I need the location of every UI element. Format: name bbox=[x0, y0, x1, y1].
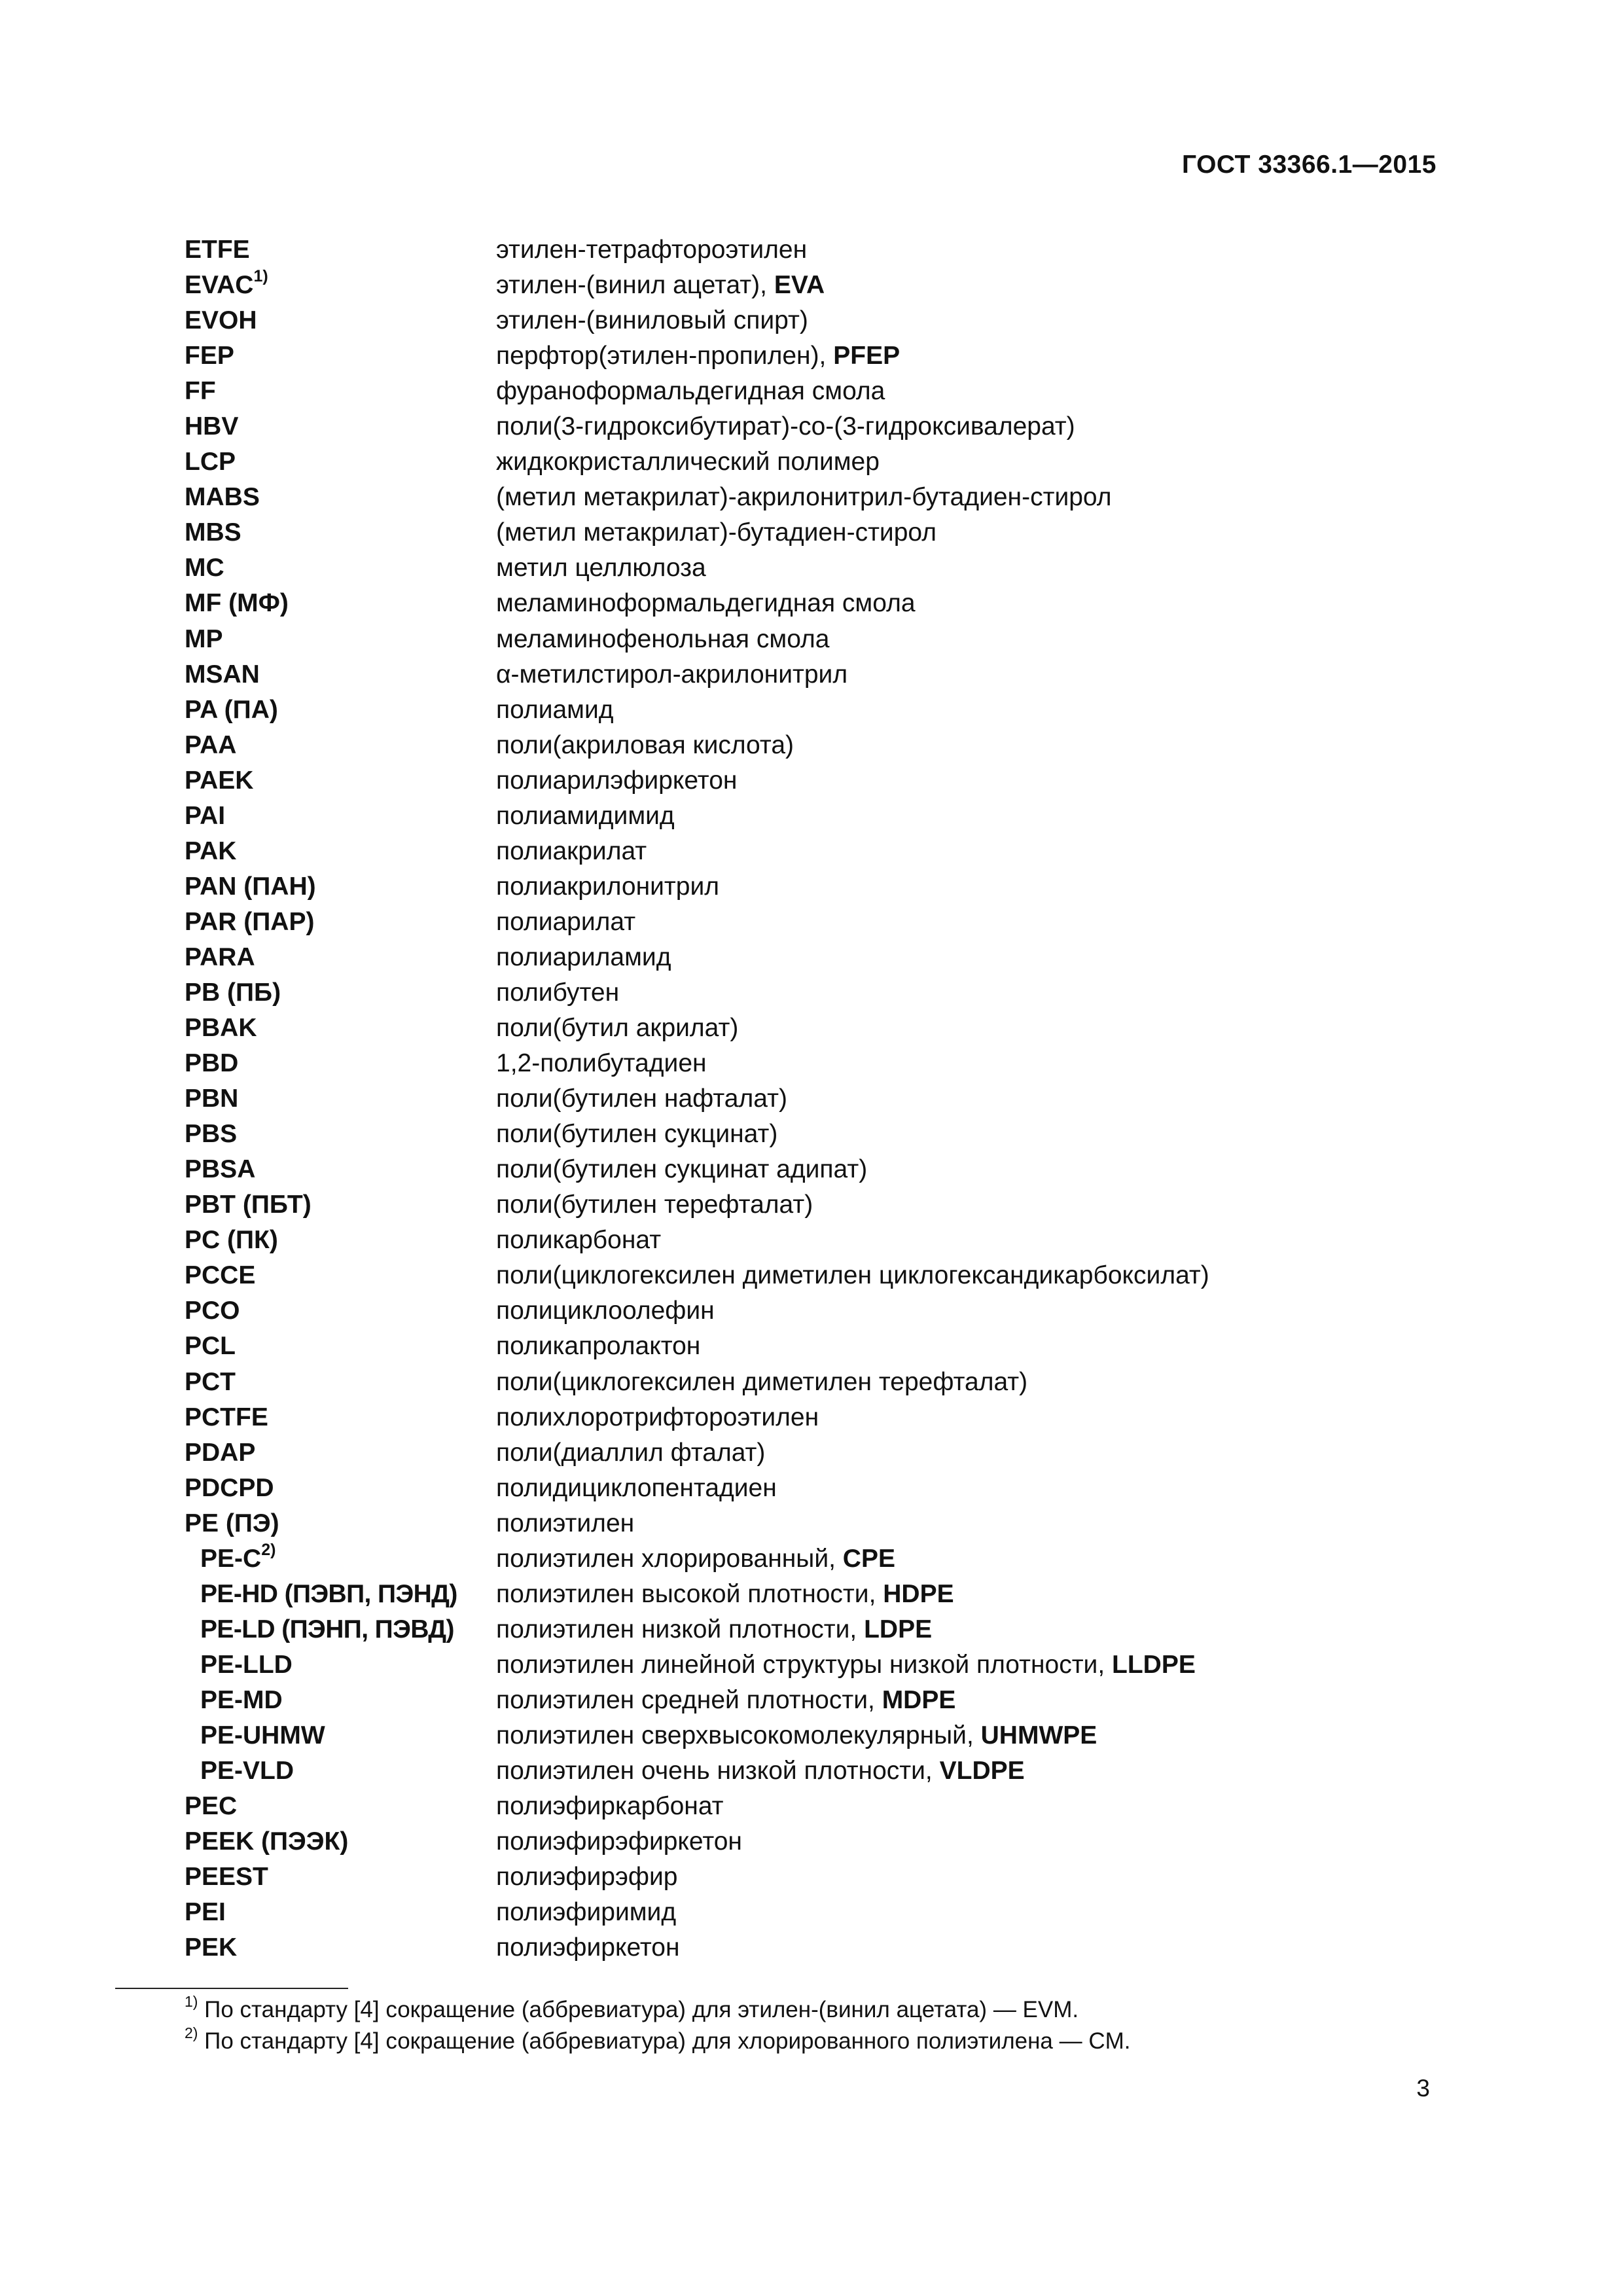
abbreviation-term-text: PAI bbox=[185, 801, 226, 830]
abbreviation-term-text: PCTFE bbox=[185, 1403, 268, 1431]
abbreviation-term-text: ETFE bbox=[185, 236, 250, 264]
abbreviation-term bbox=[185, 303, 257, 338]
abbreviation-row bbox=[185, 728, 1428, 763]
abbreviation-term bbox=[185, 515, 241, 550]
abbreviation-term-text: PDAP bbox=[185, 1438, 256, 1467]
abbreviation-row bbox=[185, 1081, 1428, 1117]
abbreviation-definition bbox=[496, 586, 916, 621]
abbreviation-list bbox=[185, 232, 1428, 1965]
abbreviation-row bbox=[185, 1506, 1428, 1541]
abbreviation-term bbox=[185, 1365, 236, 1400]
abbreviation-row bbox=[185, 1859, 1428, 1895]
abbreviation-definition bbox=[496, 1789, 724, 1824]
abbreviation-term-text: PCCE bbox=[185, 1261, 256, 1290]
abbreviation-definition bbox=[496, 338, 900, 374]
abbreviation-term-text: EVAC bbox=[185, 271, 254, 300]
abbreviation-row bbox=[185, 1824, 1428, 1859]
definition-text: полиэтилен средней плотности, bbox=[496, 1685, 882, 1714]
abbreviation-definition bbox=[496, 1046, 707, 1081]
abbreviation-row bbox=[185, 1930, 1428, 1965]
definition-text: полиакрилонитрил bbox=[496, 872, 720, 901]
definition-text: перфтор(этилен-пропилен), bbox=[496, 342, 834, 370]
abbreviation-row bbox=[185, 1895, 1428, 1930]
abbreviation-definition bbox=[496, 1400, 819, 1435]
abbreviation-row bbox=[185, 622, 1428, 657]
abbreviation-term bbox=[200, 1541, 276, 1577]
abbreviation-row bbox=[185, 409, 1428, 444]
definition-text: полиэтилен высокой плотности, bbox=[496, 1579, 883, 1608]
footnote-reference: 1) bbox=[253, 267, 268, 286]
abbreviation-term-text: MSAN bbox=[185, 660, 260, 689]
abbreviation-term bbox=[185, 1329, 236, 1364]
abbreviation-term-text: PAR (ПАР) bbox=[185, 907, 315, 936]
definition-text: меламинофенольная смола bbox=[496, 624, 830, 653]
definition-text: поли(циклогексилен диметилен циклогександикарбоксилат) bbox=[496, 1261, 1209, 1290]
definition-text: полиэфиркарбонат bbox=[496, 1792, 724, 1821]
definition-text: поликарбонат bbox=[496, 1226, 662, 1255]
definition-text: полибутен bbox=[496, 978, 620, 1007]
abbreviation-definition bbox=[496, 1647, 1196, 1683]
footnote-text: По стандарту [4] сокращение (аббревиатура) для хлорированного полиэтилена — CM. bbox=[198, 2028, 1131, 2054]
abbreviation-term bbox=[185, 692, 278, 728]
abbreviation-term bbox=[185, 1789, 237, 1824]
abbreviation-row bbox=[185, 268, 1428, 303]
abbreviation-term-text: PBD bbox=[185, 1049, 239, 1078]
abbreviation-term-text: PEK bbox=[185, 1933, 238, 1962]
abbreviation-definition bbox=[496, 1011, 738, 1046]
abbreviation-definition bbox=[496, 1718, 1097, 1753]
footnote-item bbox=[185, 1994, 1131, 2026]
abbreviation-definition bbox=[496, 728, 794, 763]
abbreviation-term-text: PCL bbox=[185, 1332, 236, 1361]
abbreviation-term bbox=[200, 1647, 293, 1683]
abbreviation-row bbox=[185, 1718, 1428, 1753]
abbreviation-term bbox=[185, 1258, 255, 1293]
definition-text: полиариламид bbox=[496, 942, 671, 971]
abbreviation-term bbox=[185, 1435, 255, 1471]
definition-text: полиэфирэфиркетон bbox=[496, 1827, 742, 1856]
abbreviation-row bbox=[185, 1400, 1428, 1435]
abbreviation-term bbox=[185, 1293, 240, 1329]
abbreviation-term bbox=[200, 1718, 325, 1753]
definition-text: полихлоротрифтороэтилен bbox=[496, 1403, 819, 1431]
abbreviation-row bbox=[185, 940, 1428, 975]
abbreviation-definition bbox=[496, 268, 825, 303]
abbreviation-term bbox=[185, 1400, 268, 1435]
alternate-abbreviation: VLDPE bbox=[939, 1757, 1025, 1785]
abbreviation-term bbox=[185, 1506, 279, 1541]
abbreviation-definition bbox=[496, 1612, 932, 1647]
abbreviation-definition bbox=[496, 374, 885, 409]
definition-text: поликапролактон bbox=[496, 1332, 701, 1361]
alternate-abbreviation: HDPE bbox=[883, 1579, 954, 1608]
definition-text: поли(акриловая кислота) bbox=[496, 730, 794, 759]
abbreviation-row bbox=[185, 1541, 1428, 1577]
abbreviation-term-text: PE-HD (ПЭВП, ПЭНД) bbox=[200, 1579, 457, 1608]
abbreviation-term bbox=[185, 1046, 238, 1081]
abbreviation-term-text: PC (ПК) bbox=[185, 1226, 278, 1255]
abbreviation-term bbox=[185, 1187, 312, 1223]
abbreviation-row bbox=[185, 1046, 1428, 1081]
abbreviation-term-text: LCP bbox=[185, 448, 236, 476]
abbreviation-definition bbox=[496, 1683, 955, 1718]
abbreviation-term bbox=[185, 1152, 255, 1187]
definition-text: полиэтилен низкой плотности, bbox=[496, 1615, 865, 1643]
definition-text: поли(бутилен сукцинат адипат) bbox=[496, 1155, 868, 1184]
definition-text: поли(3-гидроксибутират)-co-(3-гидроксивалерат) bbox=[496, 412, 1075, 441]
abbreviation-term-text: PBSA bbox=[185, 1155, 256, 1184]
definition-text: полиэфиркетон bbox=[496, 1933, 680, 1962]
definition-text: поли(бутилен сукцинат) bbox=[496, 1120, 778, 1149]
abbreviation-definition bbox=[496, 409, 1075, 444]
abbreviation-definition bbox=[496, 1081, 787, 1117]
abbreviation-row bbox=[185, 303, 1428, 338]
abbreviation-term bbox=[200, 1612, 454, 1647]
definition-text: 1,2-полибутадиен bbox=[496, 1049, 707, 1078]
abbreviation-definition bbox=[496, 1824, 742, 1859]
abbreviation-term-text: PAA bbox=[185, 730, 237, 759]
definition-text: этилен-(винил ацетат), bbox=[496, 271, 774, 300]
abbreviation-term-text: FF bbox=[185, 377, 216, 406]
abbreviation-term-text: MF (МФ) bbox=[185, 589, 289, 618]
footnote-reference: 2) bbox=[261, 1540, 276, 1559]
abbreviation-term bbox=[200, 1683, 283, 1718]
abbreviation-row bbox=[185, 374, 1428, 409]
abbreviation-row bbox=[185, 1011, 1428, 1046]
definition-text: этилен-тетрафтороэтилен bbox=[496, 236, 808, 264]
footnote-text: По стандарту [4] сокращение (аббревиатура) для этилен-(винил ацетата) — EVM. bbox=[198, 1997, 1079, 2022]
definition-text: полиэтилен сверхвысокомолекулярный, bbox=[496, 1721, 981, 1749]
alternate-abbreviation: UHMWPE bbox=[980, 1721, 1097, 1749]
abbreviation-definition bbox=[496, 232, 807, 268]
abbreviation-term bbox=[185, 480, 260, 515]
abbreviation-term-text: PE-VLD bbox=[200, 1757, 294, 1785]
definition-text: (метил метакрилат)-бутадиен-стирол bbox=[496, 518, 936, 547]
abbreviation-row bbox=[185, 1223, 1428, 1258]
abbreviation-definition bbox=[496, 1435, 765, 1471]
abbreviation-term-text: PA (ПА) bbox=[185, 695, 278, 724]
definition-text: этилен-(виниловый спирт) bbox=[496, 306, 808, 335]
abbreviation-definition bbox=[496, 1930, 680, 1965]
abbreviation-term bbox=[185, 622, 223, 657]
abbreviation-definition bbox=[496, 444, 880, 480]
alternate-abbreviation: PFEP bbox=[833, 342, 901, 370]
abbreviation-term-text: MP bbox=[185, 624, 223, 653]
abbreviation-term-text: PAN (ПАН) bbox=[185, 872, 316, 901]
abbreviation-row bbox=[185, 232, 1428, 268]
abbreviation-term bbox=[185, 798, 225, 834]
abbreviation-term bbox=[185, 728, 236, 763]
abbreviation-term-text: PE-C bbox=[200, 1544, 262, 1573]
abbreviation-row bbox=[185, 763, 1428, 798]
abbreviation-row bbox=[185, 1329, 1428, 1364]
abbreviation-term-text: HBV bbox=[185, 412, 239, 441]
definition-text: полиэфиримид bbox=[496, 1898, 677, 1927]
alternate-abbreviation: LLDPE bbox=[1112, 1650, 1196, 1679]
abbreviation-row bbox=[185, 692, 1428, 728]
abbreviation-definition bbox=[496, 303, 808, 338]
alternate-abbreviation: MDPE bbox=[882, 1685, 956, 1714]
abbreviation-definition bbox=[496, 1223, 661, 1258]
definition-text: полиэтилен очень низкой плотности, bbox=[496, 1757, 940, 1785]
abbreviation-definition bbox=[496, 515, 936, 550]
abbreviation-row bbox=[185, 1117, 1428, 1152]
abbreviation-term bbox=[185, 1895, 226, 1930]
abbreviation-row bbox=[185, 905, 1428, 940]
definition-text: поли(бутил акрилат) bbox=[496, 1014, 739, 1043]
abbreviation-row bbox=[185, 1293, 1428, 1329]
definition-text: поли(диаллил фталат) bbox=[496, 1438, 766, 1467]
alternate-abbreviation: LDPE bbox=[864, 1615, 933, 1643]
definition-text: поли(бутилен нафталат) bbox=[496, 1085, 787, 1113]
abbreviation-term-text: PBN bbox=[185, 1085, 239, 1113]
abbreviation-term-text: PCT bbox=[185, 1367, 236, 1396]
definition-text: полидициклопентадиен bbox=[496, 1473, 777, 1502]
abbreviation-term-text: PEEK (ПЭЭК) bbox=[185, 1827, 349, 1856]
abbreviation-row bbox=[185, 338, 1428, 374]
abbreviation-term bbox=[200, 1753, 294, 1789]
abbreviation-term bbox=[185, 338, 234, 374]
abbreviation-term-text: PE-LLD bbox=[200, 1650, 293, 1679]
abbreviation-definition bbox=[496, 975, 619, 1011]
abbreviation-term bbox=[185, 1930, 237, 1965]
abbreviation-term bbox=[200, 1577, 457, 1612]
abbreviation-term-text: EVOH bbox=[185, 306, 257, 335]
abbreviation-term-text: PDCPD bbox=[185, 1473, 274, 1502]
abbreviation-definition bbox=[496, 1187, 813, 1223]
definition-text: меламиноформальдегидная смола bbox=[496, 589, 916, 618]
abbreviation-row bbox=[185, 1753, 1428, 1789]
abbreviation-row bbox=[185, 515, 1428, 550]
footnote-item bbox=[185, 2026, 1131, 2057]
abbreviation-row bbox=[185, 1435, 1428, 1471]
page-number: 3 bbox=[1416, 2075, 1430, 2102]
footnotes bbox=[185, 1994, 1131, 2057]
alternate-abbreviation: EVA bbox=[774, 271, 825, 300]
document-header: ГОСТ 33366.1—2015 bbox=[1181, 151, 1436, 179]
abbreviation-row bbox=[185, 1258, 1428, 1293]
abbreviation-row bbox=[185, 1365, 1428, 1400]
abbreviation-term bbox=[185, 586, 289, 621]
abbreviation-term-text: PAK bbox=[185, 836, 237, 865]
definition-text: полициклоолефин bbox=[496, 1297, 715, 1325]
abbreviation-definition bbox=[496, 869, 719, 905]
footnote-separator bbox=[115, 1988, 348, 1989]
definition-text: (метил метакрилат)-акрилонитрил-бутадиен-стирол bbox=[496, 483, 1112, 512]
abbreviation-definition bbox=[496, 622, 829, 657]
abbreviation-row bbox=[185, 1683, 1428, 1718]
abbreviation-row bbox=[185, 1647, 1428, 1683]
definition-text: α-метилстирол-акрилонитрил bbox=[496, 660, 848, 689]
abbreviation-term-text: FEP bbox=[185, 342, 234, 370]
abbreviation-term bbox=[185, 975, 281, 1011]
abbreviation-term-text: PB (ПБ) bbox=[185, 978, 281, 1007]
abbreviation-definition bbox=[496, 1506, 634, 1541]
abbreviation-term-text: PBAK bbox=[185, 1014, 257, 1043]
abbreviation-row bbox=[185, 1187, 1428, 1223]
definition-text: полиэфирэфир bbox=[496, 1863, 678, 1892]
footnote-mark: 1) bbox=[185, 1993, 198, 2011]
abbreviation-definition bbox=[496, 1541, 895, 1577]
definition-text: поли(циклогексилен диметилен терефталат) bbox=[496, 1367, 1028, 1396]
abbreviation-row bbox=[185, 657, 1428, 692]
abbreviation-definition bbox=[496, 798, 675, 834]
abbreviation-definition bbox=[496, 1471, 777, 1506]
abbreviation-term bbox=[185, 1011, 257, 1046]
abbreviation-definition bbox=[496, 1152, 867, 1187]
abbreviation-term bbox=[185, 1117, 237, 1152]
abbreviation-term bbox=[185, 905, 314, 940]
abbreviation-row bbox=[185, 834, 1428, 869]
definition-text: метил целлюлоза bbox=[496, 554, 706, 583]
abbreviation-definition bbox=[496, 940, 671, 975]
abbreviation-definition bbox=[496, 1365, 1027, 1400]
abbreviation-definition bbox=[496, 1329, 700, 1364]
abbreviation-term bbox=[185, 1859, 268, 1895]
abbreviation-definition bbox=[496, 480, 1112, 515]
abbreviation-definition bbox=[496, 550, 706, 586]
abbreviation-term bbox=[185, 1223, 278, 1258]
abbreviation-term-text: PBT (ПБТ) bbox=[185, 1191, 312, 1219]
definition-text: жидкокристаллический полимер bbox=[496, 448, 880, 476]
abbreviation-row bbox=[185, 869, 1428, 905]
abbreviation-row bbox=[185, 480, 1428, 515]
abbreviation-term-text: PE-LD (ПЭНП, ПЭВД) bbox=[200, 1615, 454, 1643]
abbreviation-definition bbox=[496, 834, 647, 869]
abbreviation-term bbox=[185, 869, 316, 905]
abbreviation-term-text: PEC bbox=[185, 1792, 238, 1821]
abbreviation-term bbox=[185, 940, 255, 975]
abbreviation-term bbox=[185, 1471, 274, 1506]
abbreviation-definition bbox=[496, 1293, 715, 1329]
abbreviation-row bbox=[185, 586, 1428, 621]
abbreviation-term-text: PARA bbox=[185, 942, 255, 971]
abbreviation-term bbox=[185, 763, 253, 798]
definition-text: полиамид bbox=[496, 695, 614, 724]
abbreviation-row bbox=[185, 550, 1428, 586]
definition-text: полиамидимид bbox=[496, 801, 675, 830]
abbreviation-definition bbox=[496, 1577, 954, 1612]
abbreviation-row bbox=[185, 798, 1428, 834]
definition-text: полиэтилен bbox=[496, 1509, 635, 1537]
abbreviation-row bbox=[185, 1577, 1428, 1612]
abbreviation-definition bbox=[496, 1895, 676, 1930]
abbreviation-definition bbox=[496, 763, 737, 798]
abbreviation-term bbox=[185, 657, 260, 692]
abbreviation-term-text: PEEST bbox=[185, 1863, 268, 1892]
abbreviation-term bbox=[185, 409, 238, 444]
definition-text: полиэтилен хлорированный, bbox=[496, 1544, 843, 1573]
definition-text: полиэтилен линейной структуры низкой плотности, bbox=[496, 1650, 1113, 1679]
abbreviation-term-text: PAEK bbox=[185, 766, 254, 795]
alternate-abbreviation: CPE bbox=[842, 1544, 895, 1573]
abbreviation-term-text: PE (ПЭ) bbox=[185, 1509, 279, 1537]
abbreviation-term-text: PE-UHMW bbox=[200, 1721, 325, 1749]
definition-text: поли(бутилен терефталат) bbox=[496, 1191, 813, 1219]
abbreviation-term-text: PEI bbox=[185, 1898, 226, 1927]
abbreviation-term bbox=[185, 444, 236, 480]
abbreviation-definition bbox=[496, 657, 847, 692]
definition-text: полиарилэфиркетон bbox=[496, 766, 738, 795]
abbreviation-definition bbox=[496, 905, 635, 940]
abbreviation-term bbox=[185, 232, 250, 268]
abbreviation-definition bbox=[496, 692, 614, 728]
abbreviation-term bbox=[185, 1081, 238, 1117]
abbreviation-definition bbox=[496, 1753, 1025, 1789]
abbreviation-term-text: PBS bbox=[185, 1120, 238, 1149]
abbreviation-definition bbox=[496, 1859, 677, 1895]
abbreviation-term bbox=[185, 550, 224, 586]
abbreviation-term bbox=[185, 374, 216, 409]
abbreviation-row bbox=[185, 1612, 1428, 1647]
definition-text: полиакрилат bbox=[496, 836, 647, 865]
abbreviation-term bbox=[185, 834, 236, 869]
abbreviation-row bbox=[185, 1152, 1428, 1187]
abbreviation-term-text: MBS bbox=[185, 518, 241, 547]
definition-text: полиарилат bbox=[496, 907, 636, 936]
abbreviation-row bbox=[185, 975, 1428, 1011]
abbreviation-term-text: PCO bbox=[185, 1297, 240, 1325]
abbreviation-term bbox=[185, 268, 268, 303]
definition-text: фуранoформальдегидная смола bbox=[496, 377, 885, 406]
abbreviation-term-text: PE-MD bbox=[200, 1685, 283, 1714]
abbreviation-term bbox=[185, 1824, 348, 1859]
footnote-mark: 2) bbox=[185, 2024, 198, 2042]
abbreviation-term-text: MABS bbox=[185, 483, 260, 512]
abbreviation-definition bbox=[496, 1117, 777, 1152]
abbreviation-row bbox=[185, 1789, 1428, 1824]
abbreviation-row bbox=[185, 1471, 1428, 1506]
abbreviation-definition bbox=[496, 1258, 1209, 1293]
abbreviation-row bbox=[185, 444, 1428, 480]
abbreviation-term-text: MC bbox=[185, 554, 224, 583]
